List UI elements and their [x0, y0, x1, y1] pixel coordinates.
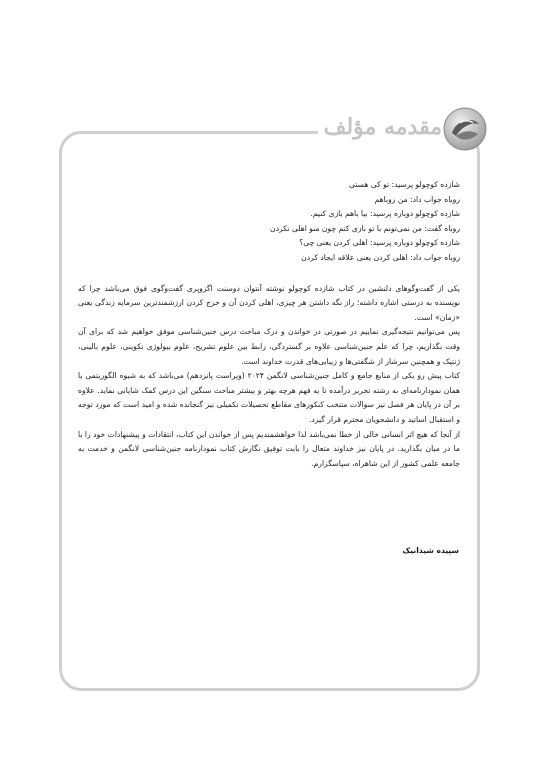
preface-body [78, 178, 460, 471]
author-signature: سپیده شیدانیک [402, 546, 459, 555]
poem-line: روباه گفت: من نمی‌تونم با تو بازی کنم چون منو اهلی نکردن [270, 223, 460, 233]
poem-block [78, 178, 460, 266]
poem-line: شازده کوچولو دوباره پرسید: اهلی کردن یعنی چی؟ [299, 238, 460, 248]
paragraph: یکی از گفت‌وگوهای دلنشین در کتاب شازده کوچولو نوشته آنتوان دوسنت اگزوپری گفت‌وگوی فوق می‌باشد چرا که نویسنده به درستی اشاره داشته؛ راز نگه داشتن هر چیزی، اهلی کردن آن و خرج کردن ارزشمندترین سرمایه زندگی یعنی «زمان» است. [78, 283, 460, 322]
poem-line: روباه جواب داد: اهلی کردن یعنی علاقه ایجاد کردن [301, 252, 460, 262]
poem-line: شازده کوچولو پرسید: تو کی هستی [348, 180, 460, 189]
paragraph: پس می‌توانیم نتیجه‌گیری نماییم در صورتی در خواندن و درک مباحث درس جنین‌شناسی موفق خواهیم شد که برای آن وقت بگذاریم، چرا که علم جنین‌شناسی علاوه بر گستردگی، رابط بین علوم تشریح، علوم بیولوژی تکوینی، علوم بالینی، ژنتیک و همچنین سرشار از شگفتی‌ها و زیبایی‌های قدرت خداوند است. [78, 327, 460, 366]
spiral-leaf-icon [442, 106, 488, 152]
page-title: مقدمه مؤلف [318, 112, 448, 142]
paragraph: کتاب پیش رو یکی از منابع جامع و کامل جنین‌شناسی لانگمن ۲۰۲۴ (ویراست پانزدهم) می‌باشد که به شیوه الگوریتمی یا همان نمودارنامه‌ای به رشته تحریر درآمده تا به فهم هرچه بهتر و بیشتر مباحث سنگین این درس کمک شایانی نماید. علاوه بر آن در پایان هر فصل نیز سوالات منتخب کنکورهای مقاطع تحصیلات تکمیلی نیز گنجانده شده و امید است که مورد توجه و استقبال اساتید و دانشجویان محترم قرار گیرد. [78, 371, 460, 424]
paragraph: از آنجا که هیچ اثر انسانی خالی از خطا نمی‌باشد لذا خواهشمندیم پس از خواندن این کتاب، انتقادات و پیشنهادات خود را با ما در میان بگذارید. در پایان نیز خداوند متعال را بابت توفیق نگارش کتاب نمودارنامه جنین‌شناسی لانگمن و خدمت به جامعه علمی کشور از این شاهراه، سپاسگزارم. [78, 429, 460, 468]
poem-line: روباه جواب داد: من روباهم [374, 194, 460, 204]
paragraph-block [78, 282, 460, 472]
poem-line: شازده کوچولو دوباره پرسید: بیا باهم بازی کنیم. [310, 209, 460, 219]
